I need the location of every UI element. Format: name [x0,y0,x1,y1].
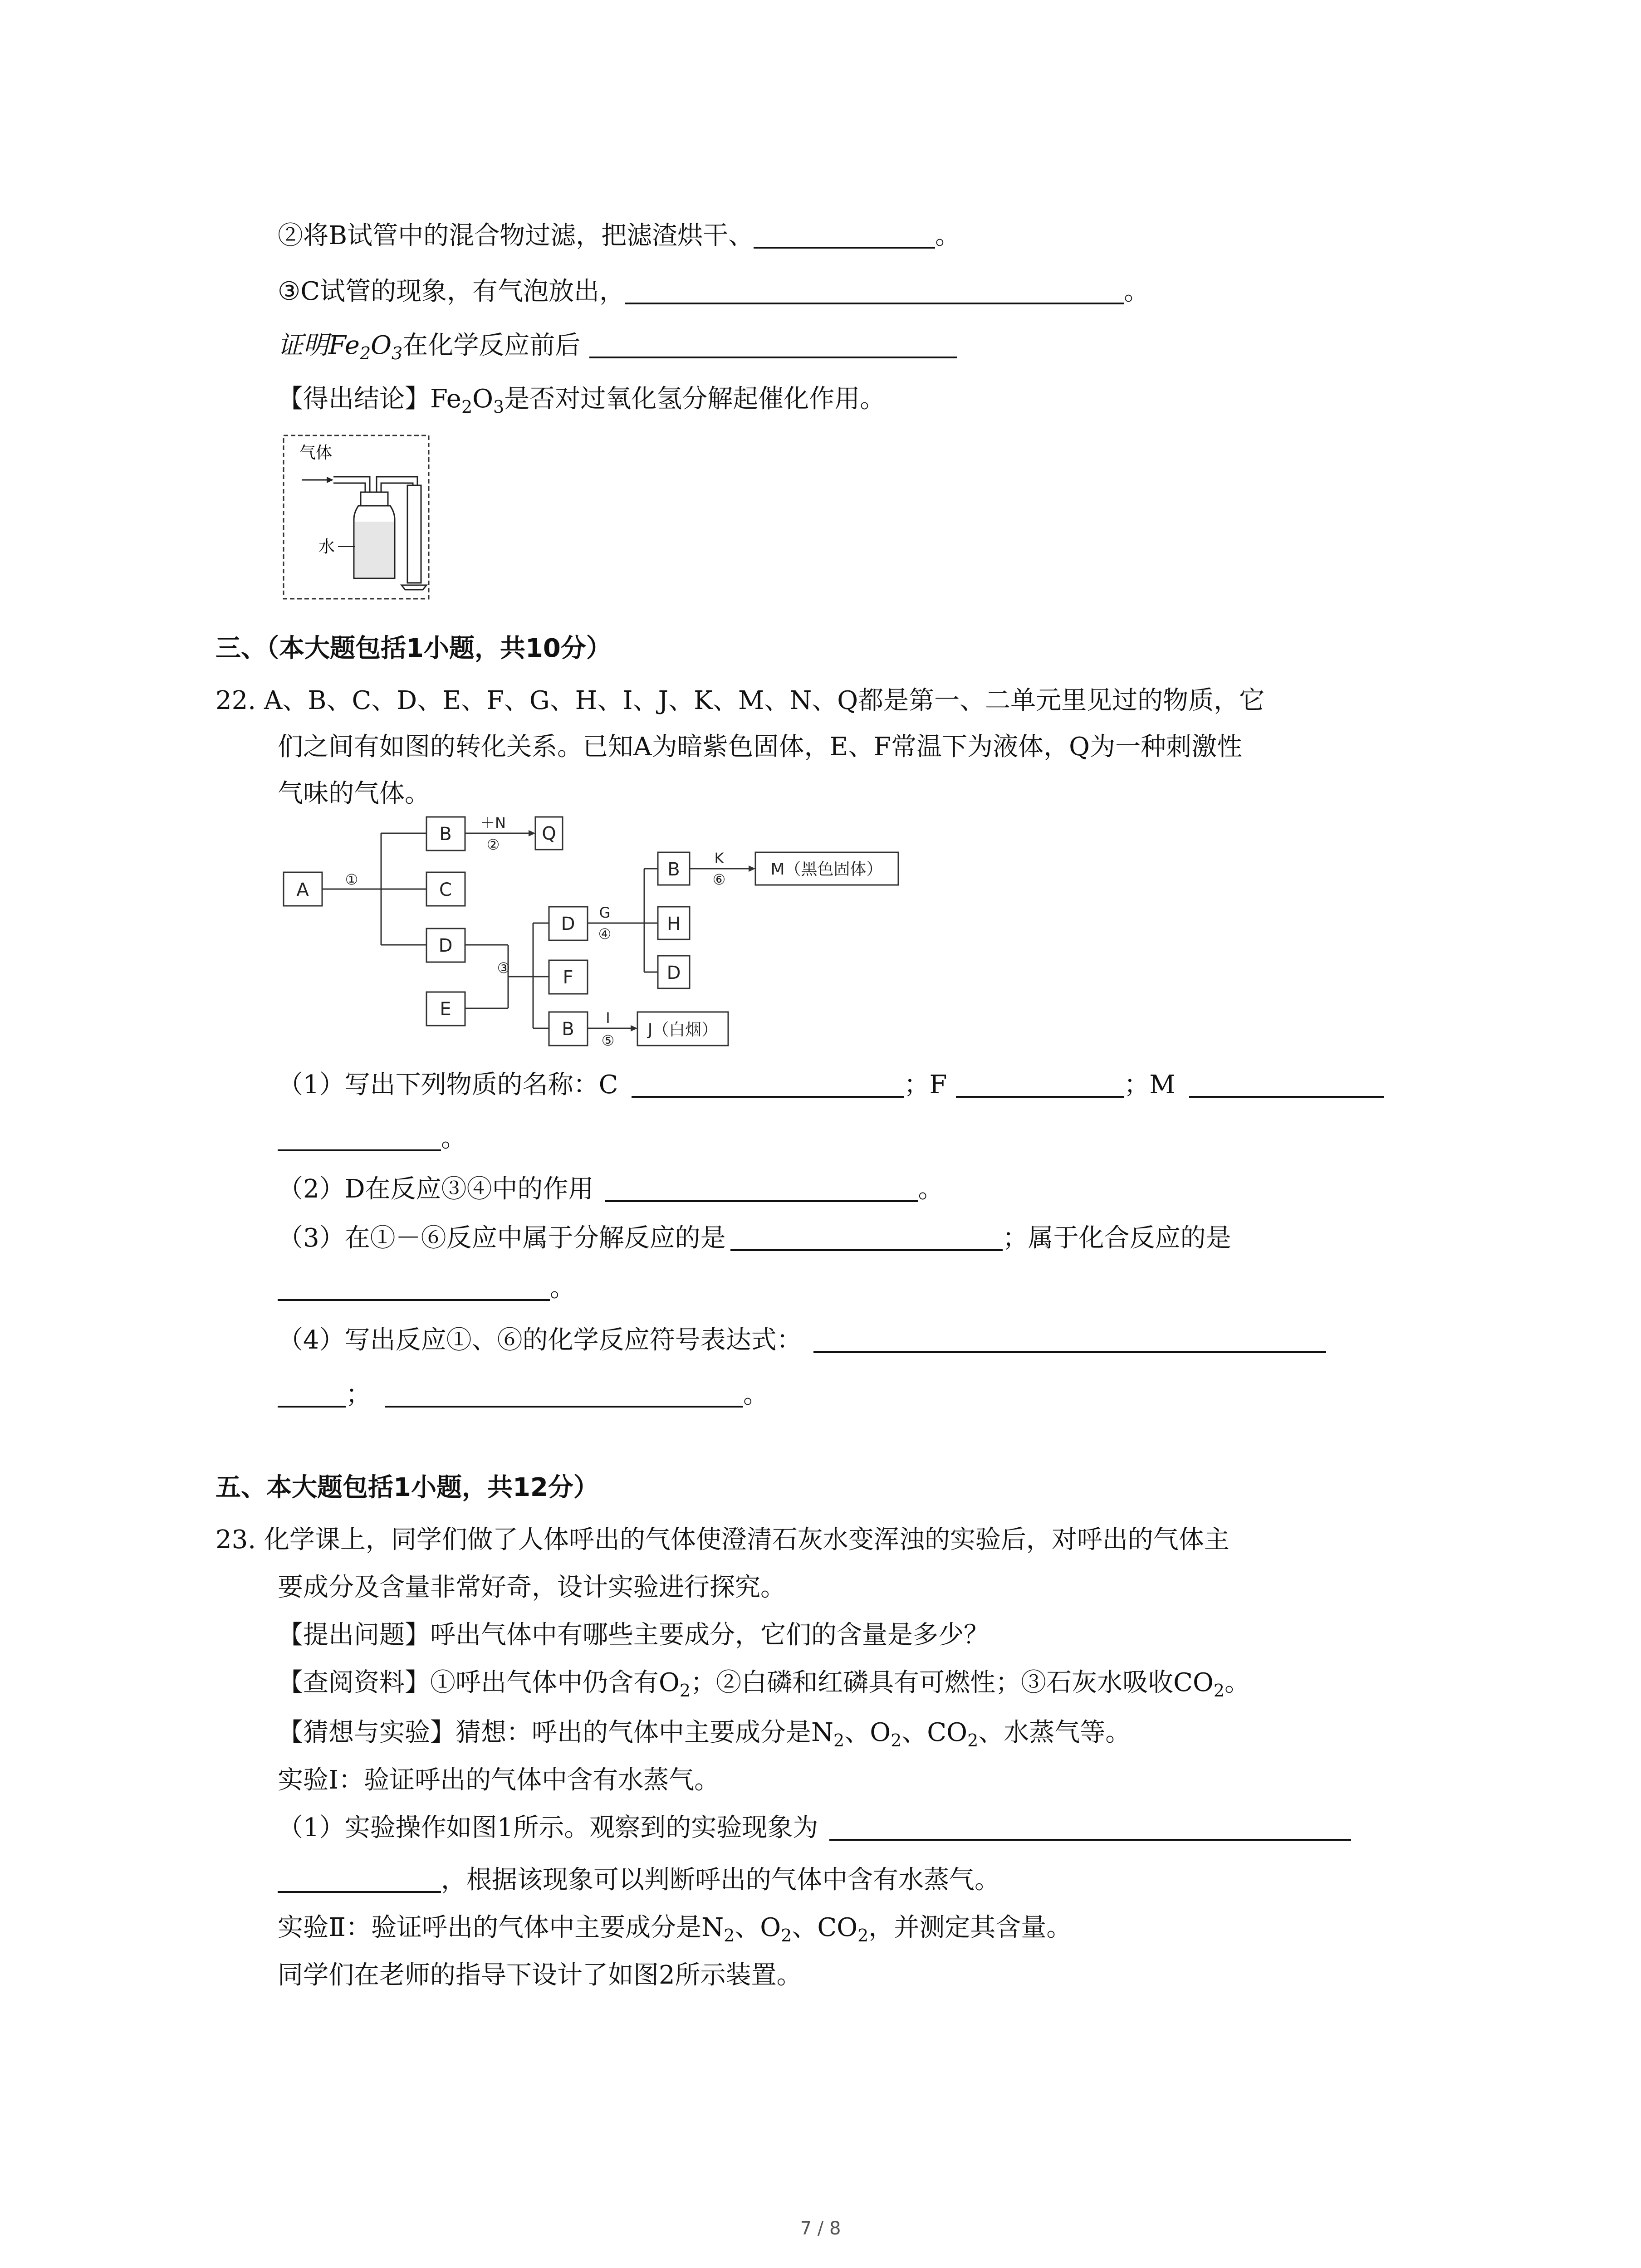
text: 、CO [792,1913,858,1942]
q22-sub-3-cont [278,1270,575,1306]
text: （4）写出反应①、⑥的化学反应符号表达式： [278,1325,802,1355]
reagent-G: G [599,904,611,921]
q23-line-4 [278,1665,1250,1709]
label-E: E [440,999,451,1020]
reagent-K: K [714,850,724,867]
subscript: 2 [891,1730,902,1751]
answer-blank-combination[interactable] [278,1274,550,1301]
answer-blank[interactable] [278,1866,441,1893]
text: 。 [1225,1668,1250,1697]
q22-sub-4-cont [278,1377,769,1413]
arrow-head [327,477,333,483]
q23-line-2: 要成分及含量非常好奇，设计实验进行探究。 [278,1573,786,1602]
text: 【得出结论】Fe [278,384,461,414]
text: 、O [735,1913,781,1942]
text: ；属于化合反应的是 [1002,1223,1231,1253]
text: 。 [918,1174,944,1204]
gas-collection-apparatus [281,433,431,601]
label-H: H [666,914,681,934]
reaction-1: ① [345,871,358,888]
conversion-diagram [279,814,923,1064]
q22-sub-1-cont [278,1120,466,1157]
q23-line-3: 【提出问题】呼出气体中有哪些主要成分，它们的含量是多少？ [278,1620,989,1650]
label-D: D [666,963,681,983]
label-J: J（白烟） [647,1021,718,1039]
reaction-3: ③ [497,959,510,977]
answer-blank[interactable] [385,1380,743,1408]
water-label: 水 [318,538,335,556]
label-B: B [562,1019,574,1040]
label-C: C [439,880,452,900]
text: ，并测定其含量。 [868,1913,1072,1942]
reaction-5: ⑤ [601,1032,615,1049]
text: ，根据该现象可以判断呼出的气体中含有水蒸气。 [441,1865,1000,1895]
label-B: B [667,859,680,880]
answer-blank[interactable] [625,277,1124,304]
subscript: 2 [833,1730,845,1751]
text: 【查阅资料】①呼出气体中仍含有O [278,1668,680,1697]
q22-line-1: 22. A、B、C、D、E、F、G、H、I、J、K、M、N、Q都是第一、二单元里见过的物质，它 [216,686,1265,715]
text: 、水蒸气等。 [978,1718,1131,1747]
answer-blank-C[interactable] [632,1070,904,1098]
text: 、CO [901,1718,968,1747]
subscript: 2 [967,1730,979,1751]
answer-blank[interactable] [813,1326,1326,1353]
subscript: 2 [679,1681,691,1701]
q22-sub-1 [278,1067,1384,1103]
section-5-title: 五、本大题包括1小题，共12分） [216,1473,599,1502]
gas-label: 气体 [299,444,333,462]
intro-line-2 [278,274,1149,310]
subscript: 2 [461,397,473,417]
reagent-I: I [606,1009,610,1026]
text: （3）在①－⑥反应中属于分解反应的是 [278,1223,726,1253]
answer-blank[interactable] [589,331,957,358]
reaction-4: ④ [598,925,612,943]
text: ③C试管的现象，有气泡放出， [278,277,625,306]
q22-sub-2 [278,1171,944,1207]
text: 、O [844,1718,891,1747]
text: O [472,384,494,414]
label-B: B [439,824,452,845]
label-A: A [296,880,309,900]
intro-line-3 [278,327,957,371]
q23-line-7 [278,1810,1351,1846]
label-Q: Q [542,823,556,844]
text: 。 [1124,277,1150,306]
text: 是否对过氧化氢分解起催化作用。 [504,384,886,414]
answer-blank-decomposition[interactable] [730,1224,1003,1251]
q23-line-1: 23. 化学课上，同学们做了人体呼出的气体使澄清石灰水变浑浊的实验后，对呼出的气体主 [216,1525,1230,1554]
text: （1）实验操作如图1所示。观察到的实验现象为 [278,1813,818,1843]
graduated-cylinder [407,485,421,583]
q22-sub-4 [278,1322,1326,1359]
text: ；F [904,1070,947,1100]
cylinder-base [402,585,426,590]
q22-line-3: 气味的气体。 [278,779,430,808]
q23-line-9 [278,1910,1072,1954]
q23-line-8 [278,1862,1000,1898]
reagent-N: ＋N [480,814,506,831]
water [355,522,394,577]
q23-line-10: 同学们在老师的指导下设计了如图2所示装置。 [278,1960,802,1990]
text: （1）写出下列物质的名称：C [278,1070,618,1100]
subscript: 2 [724,1926,735,1946]
text: 。 [743,1380,769,1409]
q22-sub-3 [278,1220,1231,1256]
label-F: F [563,967,573,988]
stopper [361,492,388,506]
label-D: D [438,935,453,956]
text: 在化学反应前后 [402,331,581,360]
subscript: 3 [493,397,505,417]
conclusion-line [278,381,885,425]
text: （2）D在反应③④中的作用 [278,1174,594,1204]
text: 。 [441,1124,466,1153]
text: 。 [935,221,961,250]
text: 证明Fe [278,331,360,360]
q23-line-5 [278,1715,1131,1759]
q23-line-6: 实验Ⅰ：验证呼出的气体中含有水蒸气。 [278,1765,720,1795]
q22-line-2: 们之间有如图的转化关系。已知A为暗紫色固体，E、F常温下为液体，Q为一种刺激性 [278,732,1243,762]
answer-blank[interactable] [278,1124,441,1151]
answer-blank-M[interactable] [1189,1070,1384,1098]
reaction-2: ② [486,836,500,853]
intro-line-1 [278,218,960,254]
answer-blank[interactable] [829,1813,1351,1841]
text: 【猜想与实验】猜想：呼出的气体中主要成分是N [278,1718,833,1747]
subscript: 2 [857,1926,869,1946]
reaction-6: ⑥ [712,871,726,888]
text: ；②白磷和红磷具有可燃性；③石灰水吸收CO [691,1668,1214,1697]
answer-blank-F[interactable] [956,1070,1124,1098]
answer-blank[interactable] [605,1175,918,1202]
text: ； [346,1380,371,1409]
page-number: 7 / 8 [800,2218,841,2239]
subscript: 2 [359,343,371,364]
label-M: M（黑色固体） [770,860,883,879]
subscript: 3 [392,343,403,364]
answer-blank[interactable] [278,1380,346,1408]
subscript: 2 [781,1926,792,1946]
text: 。 [550,1273,575,1303]
text: ②将B试管中的混合物过滤，把滤渣烘干、 [278,221,754,250]
text: ；M [1124,1070,1176,1100]
answer-blank[interactable] [754,221,935,249]
section-3-title: 三、（本大题包括1小题，共10分） [216,634,612,663]
text: 实验Ⅱ：验证呼出的气体中主要成分是N [278,1913,724,1942]
label-D: D [561,914,575,934]
subscript: 2 [1213,1681,1225,1701]
text: O [371,331,392,360]
